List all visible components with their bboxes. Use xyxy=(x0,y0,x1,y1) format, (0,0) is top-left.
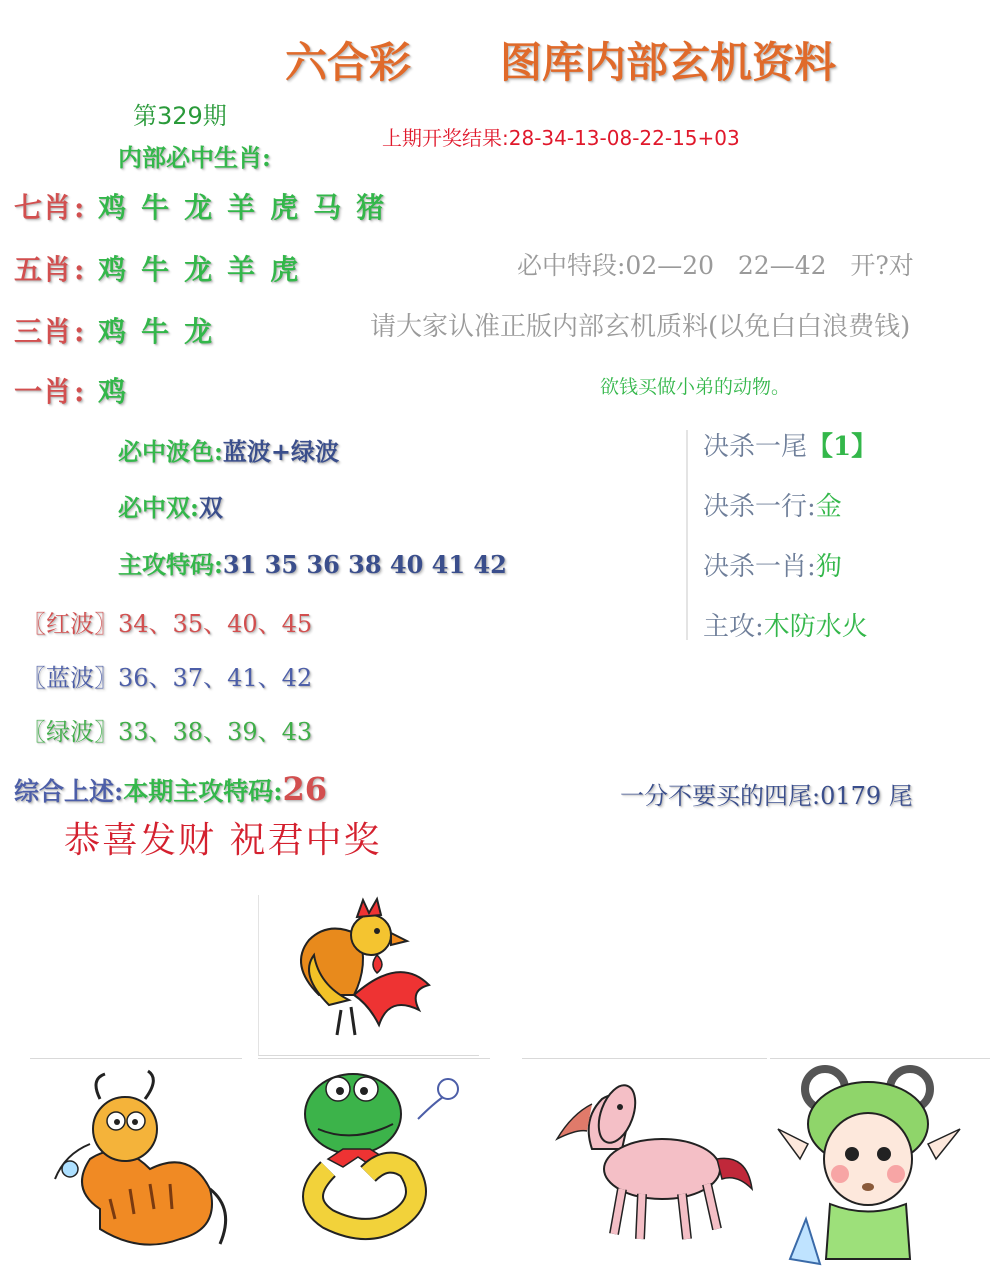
summary-row xyxy=(14,770,327,808)
zodiac-row-seven: 七肖: 鸡 牛 龙 羊 虎 马 猪 xyxy=(14,191,386,224)
zodiac-animal: 牛 xyxy=(141,253,171,286)
zodiac-animal: 龙 xyxy=(184,315,214,348)
snake-panel xyxy=(258,1058,490,1274)
main-attack-value: 木防水火 xyxy=(763,612,868,642)
zodiac-animal: 鸡 xyxy=(98,315,128,348)
horse-icon xyxy=(522,1059,767,1269)
last-result xyxy=(382,122,740,151)
wave-green-row xyxy=(22,712,312,747)
color-label: 必中波色: xyxy=(118,437,223,466)
pair-row xyxy=(118,488,223,523)
wave-label: 〖绿波〗 xyxy=(22,718,118,746)
zodiac-row-one: 一肖: 鸡 xyxy=(14,375,128,408)
color-value: 蓝波+绿波 xyxy=(222,437,339,466)
rooster-icon xyxy=(259,895,459,1045)
zodiac-animal: 龙 xyxy=(184,253,214,286)
zodiac-animal: 龙 xyxy=(184,191,214,224)
zodiac-animal: 羊 xyxy=(227,191,257,224)
summary-label: 综合上述: xyxy=(14,777,124,806)
notice-text: 请大家认准正版内部玄机质料(以免白白浪费钱) xyxy=(370,312,911,342)
attack-value: 31 35 36 38 40 41 42 xyxy=(222,550,507,579)
kill-tail-value: 【1】 xyxy=(807,432,878,462)
zodiac-animal: 虎 xyxy=(270,191,300,224)
kill-tail-label: 决杀一尾 xyxy=(703,432,808,462)
zodiac-row-label: 一肖 xyxy=(14,375,73,408)
pair-label: 必中双: xyxy=(118,493,199,522)
kill-zodiac-row xyxy=(703,546,842,583)
attack-label: 主攻特码: xyxy=(118,550,223,579)
zodiac-row-three: 三肖: 鸡 牛 龙 xyxy=(14,315,214,348)
dragon-icon xyxy=(30,1059,242,1269)
four-tails: 一分不要买的四尾:0179 尾 xyxy=(620,782,913,810)
wave-numbers: 34、35、40、45 xyxy=(118,610,313,638)
pair-value: 双 xyxy=(198,493,223,522)
title-left: 六合彩 xyxy=(285,38,412,87)
column-divider xyxy=(686,430,688,640)
zodiac-animal: 牛 xyxy=(141,191,171,224)
wave-blue-row xyxy=(22,658,312,693)
sheep-panel xyxy=(770,1058,990,1274)
horse-panel xyxy=(522,1058,767,1274)
zodiac-animal: 鸡 xyxy=(98,191,128,224)
snake-icon xyxy=(258,1059,490,1269)
zodiac-row-five: 五肖: 鸡 牛 龙 羊 虎 xyxy=(14,253,300,286)
kill-tail-row xyxy=(703,426,877,463)
color-row xyxy=(118,432,339,467)
kill-element-label: 决杀一行: xyxy=(703,492,816,522)
wave-red-row xyxy=(22,604,312,639)
zodiac-row-label: 三肖 xyxy=(14,315,73,348)
rooster-panel xyxy=(258,895,479,1056)
wave-numbers: 33、38、39、43 xyxy=(118,718,313,746)
zodiac-animal: 牛 xyxy=(141,315,171,348)
title-right: 图库内部玄机资料 xyxy=(500,38,837,87)
issue-number: 第329期 xyxy=(133,102,227,130)
main-attack-label: 主攻: xyxy=(703,612,764,642)
zodiac-row-label: 五肖 xyxy=(14,253,73,286)
bizhong-segment: 必中特段:02—20 22—42 开?对 xyxy=(517,251,914,280)
main-attack-row xyxy=(703,606,868,643)
dragon-panel xyxy=(30,1058,242,1274)
last-result-value: 28-34-13-08-22-15+03 xyxy=(508,126,740,150)
zodiac-animal: 鸡 xyxy=(98,253,128,286)
riddle-text: 欲钱买做小弟的动物。 xyxy=(600,376,791,398)
wave-numbers: 36、37、41、42 xyxy=(118,664,313,692)
kill-element-value: 金 xyxy=(815,492,842,522)
blessing-text: 恭喜发财 祝君中奖 xyxy=(64,820,382,861)
attack-row xyxy=(118,545,507,580)
last-result-label: 上期开奖结果: xyxy=(382,126,509,150)
zodiac-animal: 羊 xyxy=(227,253,257,286)
wave-label: 〖蓝波〗 xyxy=(22,664,118,692)
kill-zodiac-value: 狗 xyxy=(815,552,842,582)
zodiac-animal: 猪 xyxy=(356,191,386,224)
zodiac-row-label: 七肖 xyxy=(14,191,73,224)
inner-zodiac-label: 内部必中生肖: xyxy=(118,143,271,172)
summary-attack-label: 本期主攻特码: xyxy=(123,777,283,806)
sheep-icon xyxy=(770,1059,990,1269)
kill-zodiac-label: 决杀一肖: xyxy=(703,552,816,582)
kill-element-row xyxy=(703,486,842,523)
zodiac-animal: 马 xyxy=(313,191,343,224)
zodiac-animal: 鸡 xyxy=(98,375,128,408)
special-number: 26 xyxy=(282,770,327,808)
zodiac-animal: 虎 xyxy=(270,253,300,286)
wave-label: 〖红波〗 xyxy=(22,610,118,638)
